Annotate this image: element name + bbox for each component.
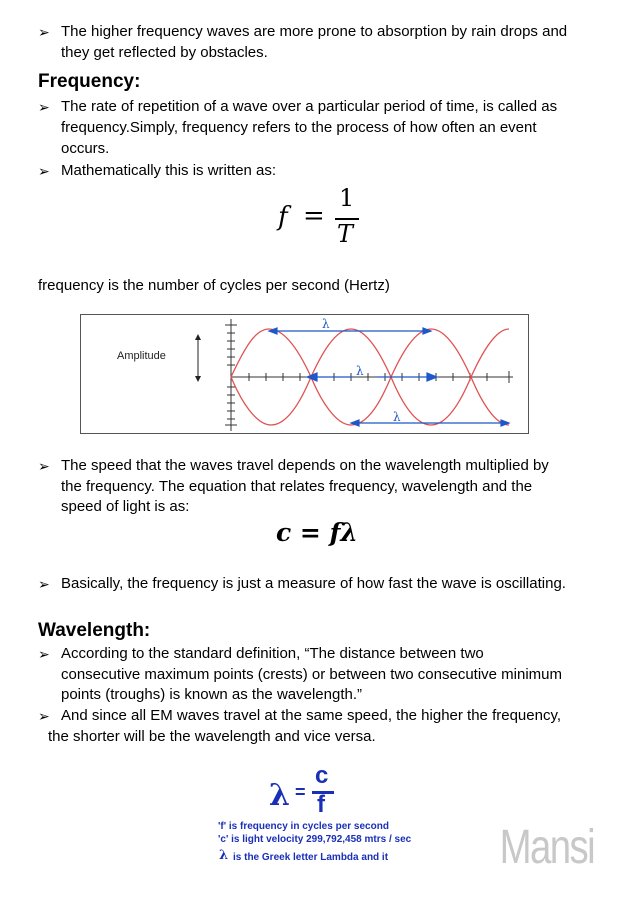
frequency-formula	[276, 184, 366, 250]
bullet-icon: ➢	[38, 646, 50, 662]
formula-num: 1	[339, 184, 355, 212]
lambda-eq: =	[295, 782, 306, 802]
lambda-note-symbol: λ	[219, 848, 229, 863]
lambda-den: f	[317, 791, 325, 818]
bullet-icon: ➢	[38, 24, 50, 40]
bullet-icon: ➢	[38, 576, 50, 592]
lambda-label-top: λ	[322, 317, 330, 331]
speed-b2: Basically, the frequency is just a measure of how fast the wave is oscillating.	[61, 575, 566, 592]
bullet-icon: ➢	[38, 99, 50, 115]
speed-line-2: the frequency. The equation that relates frequency, wavelength and the	[61, 477, 533, 495]
speed-formula: c = fλ	[276, 518, 358, 547]
wl-b2-line-2: the shorter will be the wavelength and vice versa.	[48, 728, 376, 745]
lambda-num: c	[315, 762, 329, 789]
intro-line-2: they get reflected by obstacles.	[61, 43, 268, 61]
wl-b1-line-1: According to the standard definition, “The distance between two	[61, 645, 484, 662]
lambda-symbol: λ	[269, 778, 291, 813]
intro-line-1: The higher frequency waves are more prone to absorption by rain drops and	[61, 23, 568, 40]
frequency-heading: Frequency:	[38, 71, 141, 92]
freq-b1-line-2: frequency.Simply, frequency refers to the process of how often an event	[61, 119, 537, 136]
lambda-label-mid: λ	[356, 364, 364, 378]
speed-line-3: speed of light is as:	[61, 498, 190, 515]
bullet-icon: ➢	[38, 458, 50, 474]
formula-f: f	[278, 202, 288, 232]
wave-figure	[80, 314, 529, 434]
watermark: Mansi	[499, 821, 594, 874]
lambda-formula-box	[215, 764, 455, 874]
freq-b1-line-1: The rate of repetition of a wave over a particular period of time, is called as	[61, 98, 558, 115]
amplitude-arrow-head-down	[195, 376, 201, 382]
wl-b2-line-1: And since all EM waves travel at the same speed, the higher the frequency,	[61, 707, 561, 724]
frequency-caption: frequency is the number of cycles per second (Hertz)	[38, 277, 390, 294]
freq-b1-line-3: occurs.	[61, 140, 110, 157]
amplitude-label: Amplitude	[117, 350, 166, 362]
wave-diagram	[81, 315, 530, 435]
amplitude-arrow-head-up	[195, 334, 201, 340]
bullet-icon: ➢	[38, 163, 50, 179]
wl-b1-line-3: points (troughs) is known as the wavelength.”	[61, 686, 362, 703]
lambda-label-bottom: λ	[393, 410, 401, 424]
wavelength-heading: Wavelength:	[38, 620, 151, 641]
wl-b1-line-2: consecutive maximum points (crests) or between two consecutive minimum	[61, 665, 563, 683]
formula-den: T	[337, 220, 354, 248]
freq-b2: Mathematically this is written as:	[61, 162, 277, 179]
lambda-note-1: 'f' is frequency in cycles per second	[218, 821, 389, 832]
lambda-note-2: 'c' is light velocity 299,792,458 mtrs / sec	[218, 834, 412, 845]
lambda-note-3: is the Greek letter Lambda and it	[233, 852, 389, 863]
formula-eq: =	[303, 201, 325, 231]
bullet-icon: ➢	[38, 708, 50, 724]
speed-line-1: The speed that the waves travel depends on the wavelength multiplied by	[61, 457, 549, 474]
